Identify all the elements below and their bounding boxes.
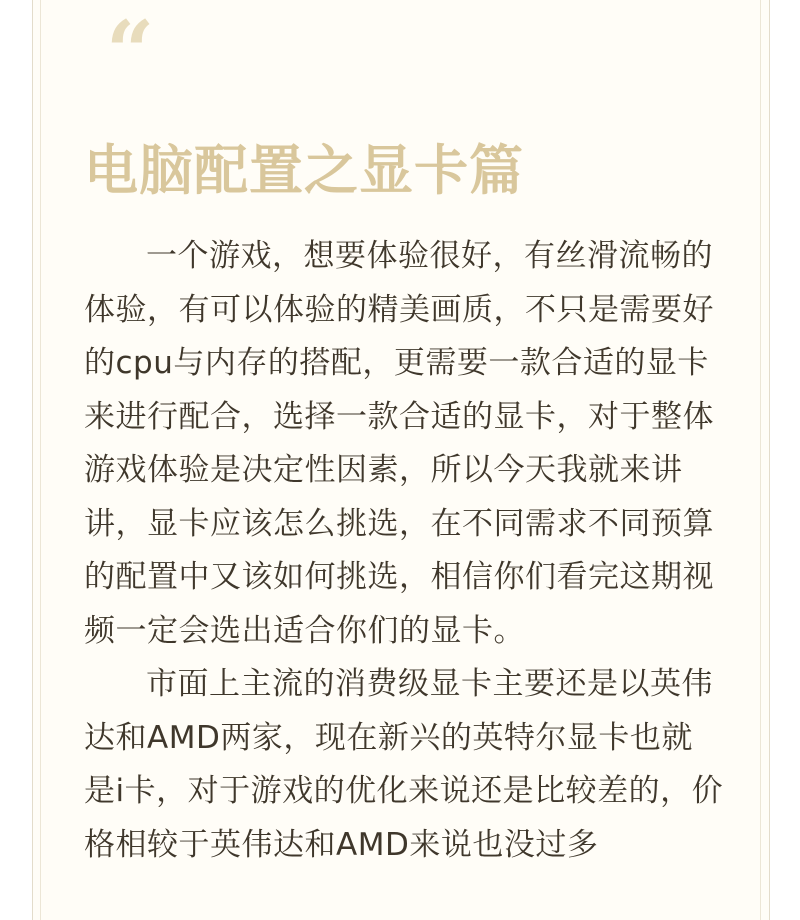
- frame-line-right: [760, 0, 761, 920]
- frame-line-left: [40, 0, 41, 920]
- article-body: [84, 230, 724, 872]
- quote-mark-icon: “: [106, 2, 155, 101]
- article-title: 电脑配置之显卡篇: [84, 139, 524, 202]
- paragraph-1: 一个游戏，想要体验很好，有丝滑流畅的体验，有可以体验的精美画质，不只是需要好的cpu与内存的搭配，更需要一款合适的显卡来进行配合，选择一款合适的显卡，对于整体游戏体验是决定性因素，所以今天我就来讲讲，显卡应该怎么挑选，在不同需求不同预算的配置中又该如何挑选，相信你们看完这期视频一定会选出适合你们的显卡。: [84, 238, 714, 649]
- paragraph-2: 市面上主流的消费级显卡主要还是以英伟达和AMD两家，现在新兴的英特尔显卡也就是i卡，对于游戏的优化来说还是比较差的，价格相较于英伟达和AMD来说也没过多: [84, 666, 724, 863]
